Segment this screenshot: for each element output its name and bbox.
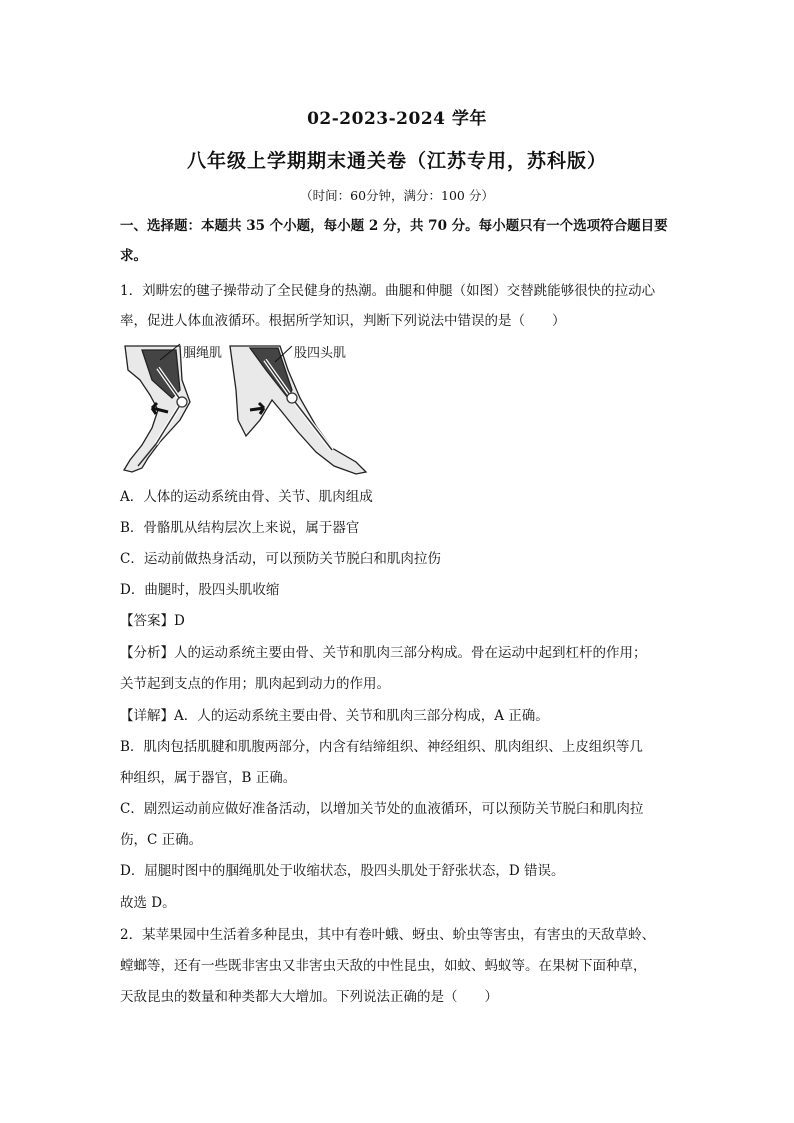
label-quadriceps: 股四头肌: [294, 346, 347, 361]
q2-stem-cont2: 天敌昆虫的数量和种类都大大增加。下列说法正确的是（ ）: [120, 989, 498, 1005]
section-heading-cont: 求。: [120, 248, 147, 264]
q1-analysis-cont: 关节起到支点的作用；肌肉起到动力的作用。: [120, 676, 390, 692]
q1-option-c: C．运动前做热身活动，可以预防关节脱臼和肌肉拉伤: [120, 551, 441, 567]
q1-stem: 1．刘畊宏的毽子操带动了全民健身的热潮。曲腿和伸腿（如图）交替跳能够很快的拉动心: [120, 283, 656, 299]
document-title-year: 02-2023-2024 学年: [307, 109, 487, 129]
q1-option-a: A．人体的运动系统由骨、关节、肌肉组成: [120, 489, 373, 505]
exam-info: （时间：60分钟，满分：100 分）: [300, 188, 494, 203]
q1-detail-a: 【详解】A．人的运动系统主要由骨、关节和肌肉三部分构成，A 正确。: [120, 708, 549, 724]
q2-stem-cont: 螳螂等，还有一些既非害虫又非害虫天敌的中性昆虫，如蚊、蚂蚁等。在果树下面种草，: [120, 958, 647, 974]
q1-stem-cont: 率，促进人体血液循环。根据所学知识，判断下列说法中错误的是（ ）: [120, 313, 566, 329]
q1-detail-c-cont: 伤，C 正确。: [120, 832, 203, 848]
q1-detail-b: B．肌肉包括肌腱和肌腹两部分，内含有结缔组织、神经组织、肌肉组织、上皮组织等几: [120, 739, 643, 755]
q1-option-b: B．骨骼肌从结构层次上来说，属于器官: [120, 520, 360, 536]
label-hamstring: 腘绳肌: [183, 346, 223, 361]
document-title: 八年级上学期期末通关卷（江苏专用，苏科版）: [186, 150, 607, 172]
q2-stem: 2．某苹果园中生活着多种昆虫，其中有卷叶蛾、蚜虫、蚧虫等害虫，有害虫的天敌草蛉、: [120, 927, 656, 943]
q1-detail-b-cont: 种组织，属于器官，B 正确。: [120, 770, 297, 786]
q1-detail-c: C．剧烈运动前应做好准备活动，以增加关节处的血液循环，可以预防关节脱臼和肌肉拉: [120, 801, 644, 817]
q1-detail-d: D．屈腿时图中的腘绳肌处于收缩状态，股四头肌处于舒张状态，D 错误。: [120, 863, 565, 879]
q1-option-d: D．曲腿时，股四头肌收缩: [120, 582, 280, 598]
q1-analysis: 【分析】人的运动系统主要由骨、关节和肌肉三部分构成。骨在运动中起到杠杆的作用；: [120, 645, 647, 661]
q1-answer: 【答案】D: [120, 613, 185, 629]
leg-muscle-figure: [120, 340, 370, 478]
q1-conclusion: 故选 D。: [120, 895, 176, 911]
section-heading: 一、选择题：本题共 35 个小题，每小题 2 分，共 70 分。每小题只有一个选项符合题目要: [120, 218, 668, 234]
